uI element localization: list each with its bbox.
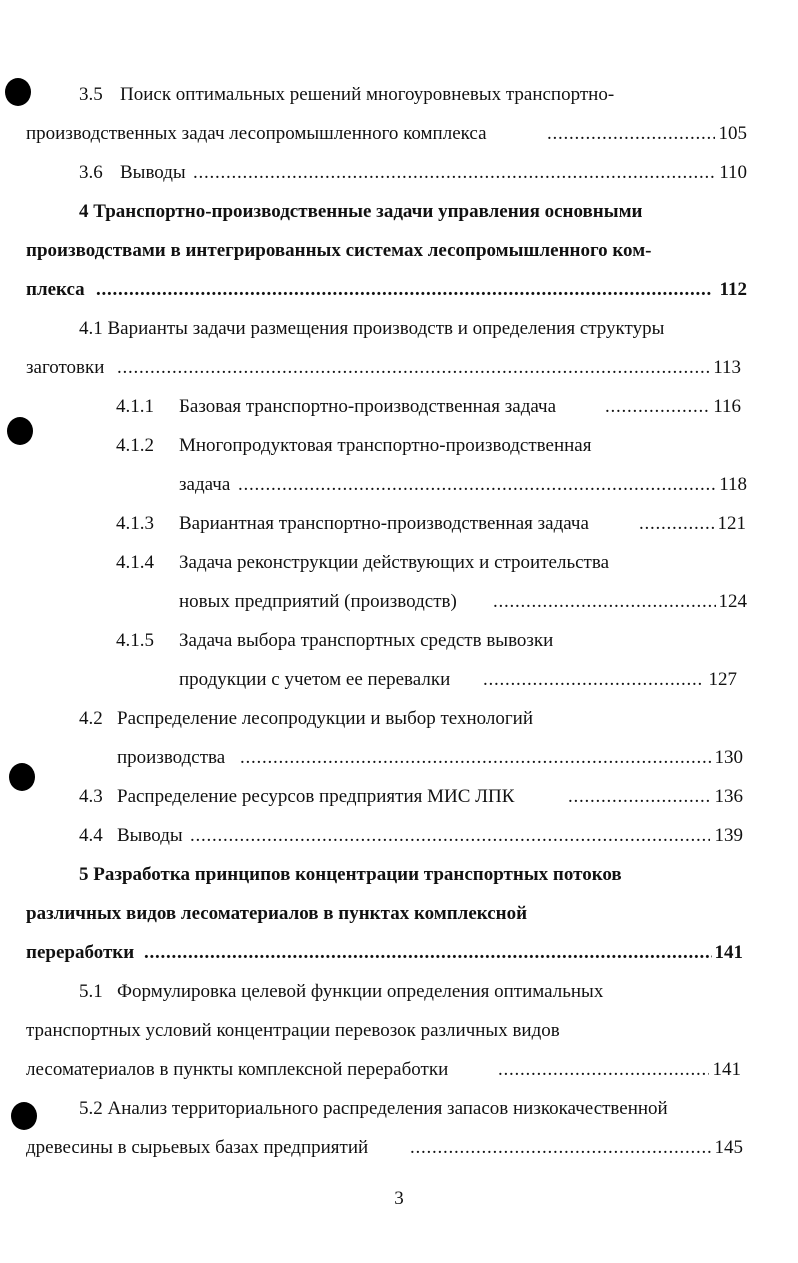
entry-number: 4.4 xyxy=(79,825,103,846)
page-number: 116 xyxy=(713,396,741,417)
entry-title: Базовая транспортно-производственная задача xyxy=(179,396,557,417)
toc-chapter-4 xyxy=(0,199,798,225)
page-number: 141 xyxy=(714,942,743,963)
entry-number: 4.1.1 xyxy=(116,396,154,417)
entry-number: 5.1 xyxy=(79,981,103,1002)
toc-entry-4-1-2-cont xyxy=(0,472,798,498)
toc-entry-4-1-5 xyxy=(0,628,798,654)
dot-leader xyxy=(493,589,716,615)
chapter-title: переработки xyxy=(26,942,135,963)
chapter-title: 4 Транспортно-производственные задачи управления основными xyxy=(79,201,643,222)
dot-leader xyxy=(238,472,716,498)
dot-leader xyxy=(483,667,704,693)
toc-entry-3-6 xyxy=(0,160,798,186)
dot-leader xyxy=(144,940,712,966)
dot-leader xyxy=(498,1057,709,1083)
dot-leader xyxy=(639,511,715,537)
page-number: 141 xyxy=(712,1059,741,1080)
toc-entry-4-1 xyxy=(0,316,798,342)
toc-entry-5-1-cont xyxy=(0,1057,798,1083)
dot-leader xyxy=(547,121,715,147)
toc-entry-4-1-cont xyxy=(0,355,798,381)
entry-title: производства xyxy=(117,747,226,768)
toc-entry-4-4 xyxy=(0,823,798,849)
page-number: 113 xyxy=(713,357,741,378)
dot-leader xyxy=(190,823,710,849)
page-number: 130 xyxy=(714,747,743,768)
toc-entry-4-2-cont xyxy=(0,745,798,771)
page-number: 121 xyxy=(717,513,746,534)
chapter-title: плекса xyxy=(26,279,85,300)
toc-entry-4-2 xyxy=(0,706,798,732)
page-number: 118 xyxy=(719,474,747,495)
entry-title: задача xyxy=(179,474,231,495)
entry-title: Вариантная транспортно-производственная задача xyxy=(179,513,589,534)
toc-entry-5-2-cont xyxy=(0,1135,798,1161)
dot-leader xyxy=(240,745,712,771)
entry-number: 4.1.5 xyxy=(116,630,154,651)
entry-title: продукции с учетом ее перевалки xyxy=(179,669,451,690)
toc-chapter-5 xyxy=(0,862,798,888)
toc-chapter-5-cont xyxy=(0,940,798,966)
dot-leader xyxy=(568,784,710,810)
dot-leader xyxy=(410,1135,712,1161)
entry-title: Многопродуктовая транспортно-производственная xyxy=(179,435,592,456)
entry-title: новых предприятий (производств) xyxy=(179,591,457,612)
entry-number: 4.2 xyxy=(79,708,103,729)
toc-entry-4-3 xyxy=(0,784,798,810)
chapter-title: различных видов лесоматериалов в пунктах комплексной xyxy=(26,903,528,924)
entry-number: 4.1.3 xyxy=(116,513,154,534)
entry-title: Формулировка целевой функции определения оптимальных xyxy=(117,981,604,1002)
page-number: 145 xyxy=(714,1137,743,1158)
entry-title: транспортных условий концентрации перевозок различных видов xyxy=(26,1020,560,1041)
toc-chapter-5-cont xyxy=(0,901,798,927)
entry-title: заготовки xyxy=(26,357,105,378)
entry-number: 4.1.2 xyxy=(116,435,154,456)
page-number: 127 xyxy=(708,669,737,690)
page-number: 136 xyxy=(714,786,743,807)
toc-entry-5-1 xyxy=(0,979,798,1005)
toc-entry-4-1-1 xyxy=(0,394,798,420)
page-number: 124 xyxy=(718,591,747,612)
page-footer-number: 3 xyxy=(394,1188,404,1209)
entry-title: Распределение ресурсов предприятия МИС ЛПК xyxy=(117,786,515,807)
entry-number: 3.6 xyxy=(79,162,103,183)
entry-title: 4.1 Варианты задачи размещения производств и определения структуры xyxy=(79,318,665,339)
entry-title: лесоматериалов в пункты комплексной переработки xyxy=(26,1059,449,1080)
page-number: 139 xyxy=(714,825,743,846)
toc-entry-5-1-cont xyxy=(0,1018,798,1044)
dot-leader xyxy=(117,355,709,381)
entry-title: Распределение лесопродукции и выбор технологий xyxy=(117,708,533,729)
page-number: 110 xyxy=(719,162,747,183)
entry-title: древесины в сырьевых базах предприятий xyxy=(26,1137,369,1158)
entry-title: Выводы xyxy=(120,162,186,183)
toc-entry-4-1-5-cont xyxy=(0,667,798,693)
page-number: 112 xyxy=(719,279,747,300)
dot-leader xyxy=(193,160,715,186)
chapter-title: производствами в интегрированных системах лесопромышленного ком- xyxy=(26,240,652,261)
entry-number: 3.5 xyxy=(79,84,103,105)
toc-entry-4-1-4 xyxy=(0,550,798,576)
entry-title: 5.2 Анализ территориального распределения запасов низкокачественной xyxy=(79,1098,668,1119)
entry-number: 4.1.4 xyxy=(116,552,154,573)
entry-number: 4.3 xyxy=(79,786,103,807)
entry-title: Поиск оптимальных решений многоуровневых транспортно- xyxy=(120,84,615,105)
toc-entry-5-2 xyxy=(0,1096,798,1122)
entry-title: Задача выбора транспортных средств вывозки xyxy=(179,630,554,651)
entry-title: Выводы xyxy=(117,825,183,846)
toc-entry-4-1-3 xyxy=(0,511,798,537)
page-number: 105 xyxy=(718,123,747,144)
entry-title: Задача реконструкции действующих и строительства xyxy=(179,552,609,573)
dot-leader xyxy=(605,394,709,420)
dot-leader xyxy=(96,277,712,303)
toc-entry-4-1-4-cont xyxy=(0,589,798,615)
entry-title: производственных задач лесопромышленного комплекса xyxy=(26,123,487,144)
toc-entry-3-5 xyxy=(0,82,798,108)
chapter-title: 5 Разработка принципов концентрации транспортных потоков xyxy=(79,864,622,885)
toc-chapter-4-cont xyxy=(0,277,798,303)
toc-chapter-4-cont xyxy=(0,238,798,264)
toc-entry-3-5-cont xyxy=(0,121,798,147)
toc-entry-4-1-2 xyxy=(0,433,798,459)
